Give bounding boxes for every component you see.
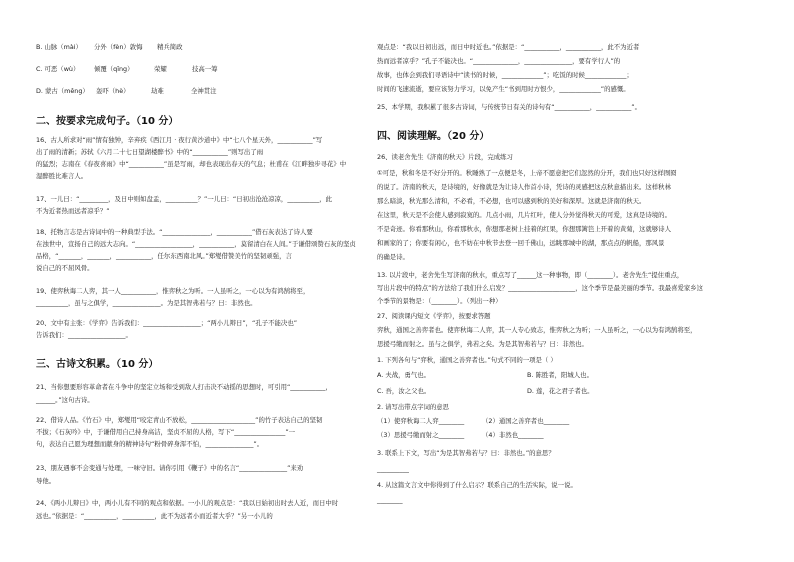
- q25: 25、本学期，我积累了很多古诗词，与传统节日有关的诗句有“___________，___________”。: [377, 103, 641, 111]
- option-d-text-4: 全神贯注: [191, 87, 217, 95]
- q24-cont-line-1: 观点是：“我以日初出远，而日中时近也。”依据是：“___________，___________，此不为近者: [377, 43, 640, 51]
- option-d: [36, 88, 217, 94]
- option-c-text-4: 技高一筹: [192, 65, 218, 73]
- q27-1-option-a: A. 夫战，勇气也。: [377, 371, 431, 379]
- q27-4: 4. 从这篇文言文中你得到了什么启示？联系自己的生活实际，说一说。: [377, 481, 577, 489]
- right-column: [372, 0, 794, 562]
- q18-line-1: 18、托物言志是古诗词中的一种典型手法。“_______________，___________”借石灰表达了诗人要: [36, 228, 313, 236]
- passage-line-7: 的确是诗。: [377, 253, 409, 261]
- option-b-text-3: 精兵简政: [157, 43, 183, 51]
- q18-line-2: 在浊世中，宣扬自己的远大志向。“__________________，___________，莫留清白在人间。”于谦借颂赞石灰的坚贞: [36, 240, 356, 248]
- option-b-text-2: 分外（fèn）敦悔: [94, 43, 143, 51]
- passage-line-6: 和画家的了；你要有闲心，也不妨在中秋节去登一回千佛山，远眺那城中的湖，那点点的帆船，那风景: [377, 239, 665, 247]
- section-4-title: 四、阅读理解。（20 分）: [377, 131, 490, 142]
- q20-line-1: 20、文中有主张：《学弈》告诉我们：__________________；“两小儿辩日”，“孔子不能决也”: [36, 319, 298, 327]
- q18-line-3: 品格，“_______，_______，___________，任尔东西南北风。”郑燮借赞美竹的坚韧顽强，言: [36, 252, 292, 260]
- section-3-title: 三、古诗文积累。（10 分）: [36, 359, 159, 370]
- q22-line-3: 句，表达自己愿为理想而献身的精神诗句“粉骨碎身浑不怕，_______________”。: [36, 440, 264, 448]
- q20-line-2: 告诉我们：__________________。: [36, 331, 132, 339]
- q26-1-line-3: 个季节的景物是：（________）。（列出一种）: [377, 297, 502, 305]
- option-d-text-1: D. 蒙古（měng）: [36, 87, 89, 95]
- q27-2: 2. 请写出带点字词的意思: [377, 403, 450, 411]
- q27-3-answer-blank[interactable]: __________: [377, 465, 409, 473]
- q27-2-item-2: （2）通国之善弈者也________: [482, 417, 570, 425]
- q24-cont-line-4: 时间的飞速流逝，要应该努力学习，以免产生“书到用时方恨少，_____________”的感慨。: [377, 85, 630, 93]
- q24-cont-line-3: 故事，也体会到我们寻语诗中“读书的时候，_____________”；吃饭的时候_____________；: [377, 71, 633, 79]
- q19-line-1: 19、使弈秋诲二人弈，其一人___________，惟弈秋之为听。一人虽听之，一心以为有鸿鹄将至，: [36, 287, 310, 295]
- q26-1-line-1: 13. 以片段中，老舍先生写济南的秋水，重点写了______这一种事物，即（________）。老舍先生“提住重点，: [377, 271, 684, 279]
- q21-line-2: ______。”这句古诗。: [36, 396, 94, 404]
- left-column: [0, 0, 372, 562]
- q17-line-2: 不为近者热而远者凉乎？”: [36, 207, 110, 215]
- q27-head: 27、阅读课内短文《学弈》，按要求答题: [377, 312, 491, 320]
- q27-3: 3. 联系上下文，写出“为是其智弗若与？曰：非然也。”的意思？: [377, 449, 555, 457]
- q27-4-answer-blank[interactable]: ________: [377, 496, 403, 504]
- passage-line-4: 在这里，秋天是不会使人感到寂寞的。几点小雨，几片红叶，使人分外觉得秋天的可爱，这真是诗境的。: [377, 211, 671, 219]
- q18-line-4: 说自己的不屈风骨。: [36, 264, 94, 272]
- q16-line-4: 湿醉胜比难言人。: [36, 172, 88, 180]
- q26-head: 26、读老舍先生《济南的秋天》片段，完成练习: [377, 153, 513, 161]
- option-b-text-1: B. 山脉（mài）: [36, 43, 82, 51]
- q24-line-1: 24、《两小儿辩日》中，两小儿有不同的观点和依据。一小儿的观点是：“我以日始初出时去人近，而日中时: [36, 499, 339, 507]
- passage-line-5: 不是奇迹。你看那秋山，你看那秋水，你想那老树上挂着的红果，你想那篱笆上开着的黄菊，这就够诗人: [377, 225, 671, 233]
- q16-line-2: 出了雨的清新；苏轼《六月二十七日望湖楼醉书》中的“___________”则写出了雨: [36, 148, 264, 156]
- q23-line-1: 23、朋友遇事不会变通与处理，一味守旧。请你引用《鞭子》中的名言“_______________”来劝: [36, 464, 304, 472]
- option-d-text-2: 轰吓（hè）: [96, 87, 130, 95]
- option-d-text-3: 劫难: [151, 87, 164, 95]
- q22-line-1: 22、借诗人品。《竹石》中，郑燮用“咬定青山不放松，____________________”的竹子表达自己的坚韧: [36, 416, 323, 424]
- q24-cont-line-2: 热而远者凉乎？”孔子不能决也。“______________，_______________，要有学行人”的: [377, 57, 621, 65]
- passage2-line-1: 弈秋，通国之善弈者也。使弈秋诲二人弈，其一人专心致志，惟弈秋之为听；一人虽听之，一心以为有鸿鹄将至，: [377, 326, 697, 334]
- q21-line-1: 21、当你想要形容革命者在斗争中的坚定立场和受到敌人打击决不动摇的思想时，可引用“___________，: [36, 383, 332, 391]
- option-c: [36, 66, 218, 72]
- q17-line-1: 17、一儿曰：“_________，及日中则如盘盂，__________？”一儿曰：“日初出沧沧凉凉，__________，此: [36, 195, 333, 203]
- q16-line-3: 的猛烈；志南在《春夜喜雨》中“___________”虽是写雨，却也表现出春天的气息；杜甫在《江畔独步寻花》中: [36, 160, 347, 168]
- q27-1: 1. 下列各句与“弈秋，通国之善弈者也。”句式不同的一项是（ ）: [377, 356, 557, 364]
- q27-1-option-d: D. 莲，花之君子者也。: [527, 387, 594, 395]
- option-c-text-3: 荣耀: [154, 65, 167, 73]
- q22-line-2: 不拔；《石灰吟》中，于谦借用自己持身高洁，坚贞不屈的人格，写下“________________”一: [36, 428, 296, 436]
- passage-line-2: 的说了。济南的秋天，是诗境的，好像就是为让诗人作首小诗，凭诗的灵感把这点秋意描出来。这样秋林: [377, 183, 671, 191]
- option-c-text-1: C. 可恶（wù）: [36, 65, 80, 73]
- passage2-line-2: 思援弓缴而射之。虽与之俱学，弗若之矣。为是其智弗若与？曰：非然也。: [377, 340, 588, 348]
- q27-2-item-1: （1）使弈秋诲二人弈________: [377, 417, 465, 425]
- q27-1-option-c: C. 吾，汝之父也。: [377, 387, 431, 395]
- q16-line-1: 16、古人所求对“雨”情有独钟，辛弃疾《西江月 · 夜行黄沙道中》中“七八个星天外，___________”写: [36, 136, 323, 144]
- q24-line-2: 远也。”依据是：“__________，__________，此不为远者小而近者大乎？”另一小儿的: [36, 512, 273, 520]
- q27-1-option-b: B. 陈胜者，阳城人也。: [527, 371, 593, 379]
- passage-line-1: ①可是，秋和冬是不好分开的。秋睡熟了一点便是冬，上帝不愿意把它们忽然的分开，我们也只好这样囫囵: [377, 169, 677, 177]
- q23-line-2: 导他。: [36, 477, 56, 485]
- option-b: [36, 44, 183, 50]
- q27-2-item-4: （4）非然也________: [482, 431, 544, 439]
- section-2-title: 二、按要求完成句子。（10 分）: [36, 116, 179, 127]
- q19-line-2: __________，虽与之俱学，_______________。为是其智弗若与？曰：非然也。: [36, 299, 257, 307]
- q26-1-line-2: 写出片段中的特点”的方法给了我们什么启发？_____________________，这个季节是最美丽的季节。我最喜爱家乡这: [377, 284, 704, 292]
- passage-line-3: 那么暗淡，秋光那么清和，不必看，不必想，也可以感到秋的美好和深厚。这就是济南的秋天。: [377, 197, 646, 205]
- option-c-text-2: 倾覆（qīng）: [94, 65, 134, 73]
- q27-2-item-3: （3）思援弓缴而射之________: [377, 431, 465, 439]
